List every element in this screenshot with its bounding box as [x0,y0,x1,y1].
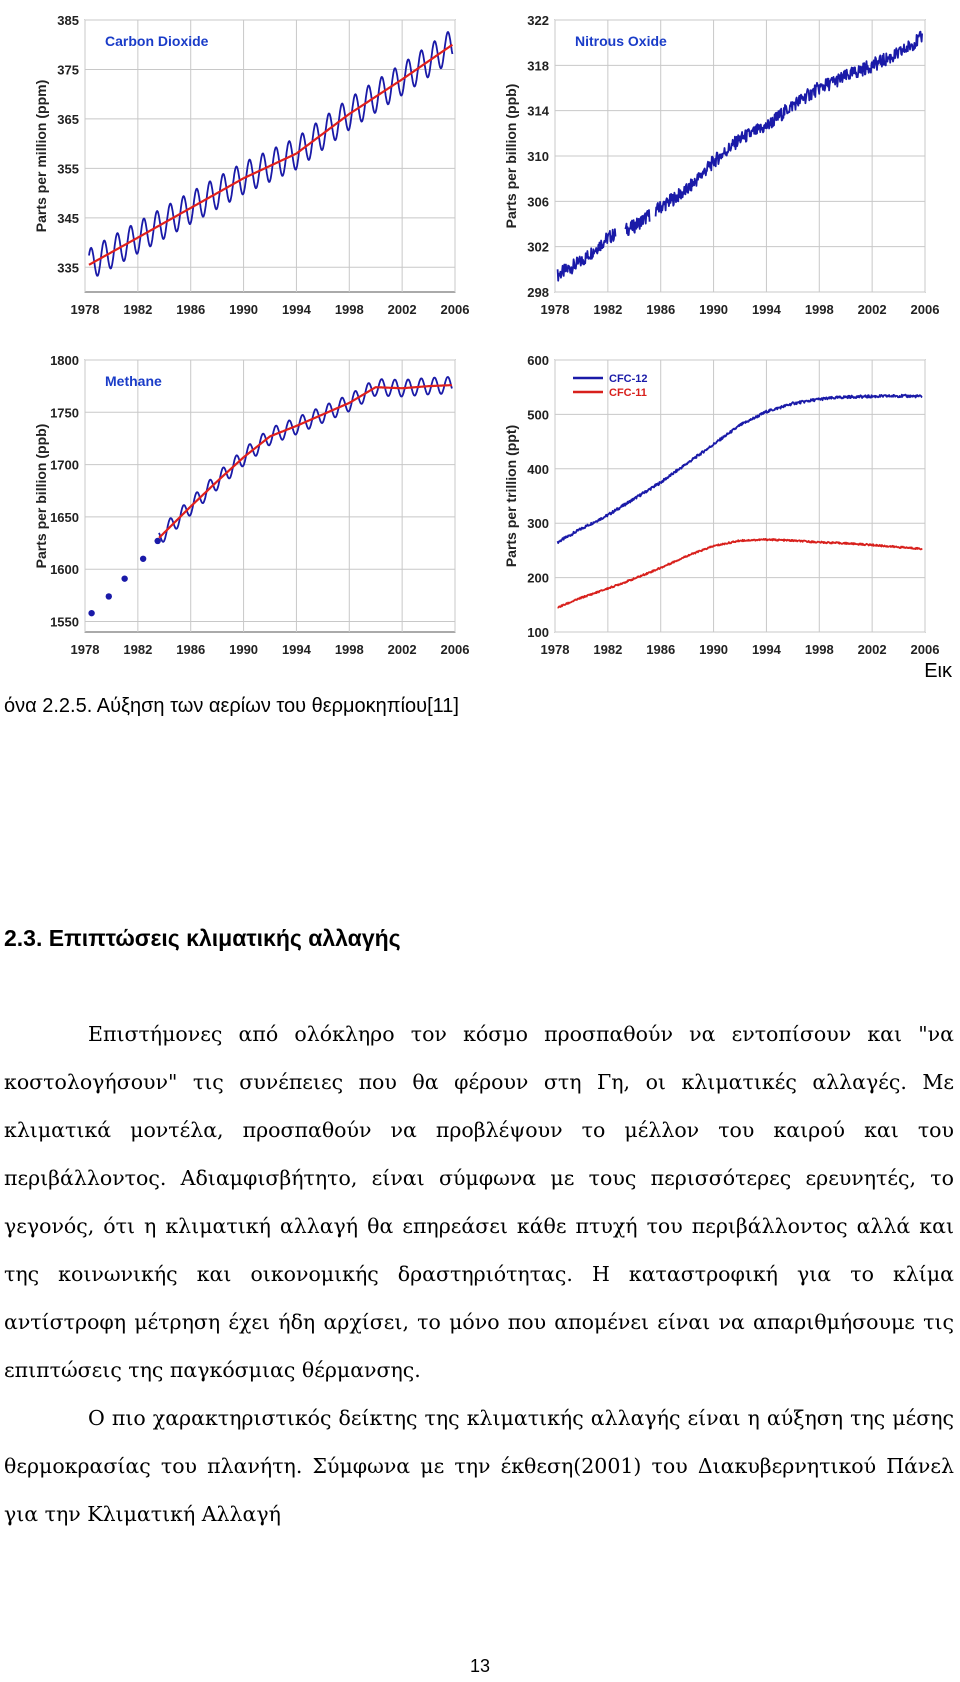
x-tick-label: 1994 [751,642,781,657]
x-tick-label: 1978 [70,642,100,657]
data-point [140,556,146,562]
y-tick-label: 1550 [50,614,79,630]
chart-svg [470,340,940,685]
plot-area [85,20,455,292]
data-point [88,610,94,616]
x-tick-label: 1994 [751,302,781,317]
x-tick-label: 2002 [387,302,417,317]
y-tick-label: 298 [527,285,549,300]
data-point [154,538,160,544]
y-tick-label: 1650 [50,509,79,525]
y-tick-label: 200 [527,570,549,586]
paragraph-2: Ο πιο χαρακτηριστικός δείκτης της κλιματικής αλλαγής είναι η αύξηση της μέσης θερμοκρασίας του πλανήτη. Σύμφωνα με την έκθεση(2001) του Διακυβερνητικού Πάνελ για την Κλιματική Αλλαγή [4,1406,954,1526]
co2-chart [0,0,470,345]
y-tick-label: 302 [527,239,549,255]
x-tick-label: 1986 [646,302,676,317]
plot-area [555,360,925,632]
y-tick-label: 100 [527,625,549,640]
legend-label: CFC-12 [609,373,648,385]
y-tick-label: 600 [527,353,549,368]
y-tick-label: 335 [57,260,79,276]
y-tick-label: 318 [527,58,549,74]
figure-caption: όνα 2.2.5. Αύξηση των αερίων του θερμοκηπίου[11] [4,695,459,717]
y-axis-label: Parts per billion (ppb) [503,83,519,229]
y-tick-label: 400 [527,461,549,477]
x-tick-label: 1998 [334,642,364,657]
chart-title: Carbon Dioxide [105,33,209,49]
x-tick-label: 2002 [387,642,417,657]
n2o-chart [470,0,940,345]
chart-svg [0,0,470,345]
chart-title: Nitrous Oxide [575,33,667,49]
chart-svg [470,0,940,345]
y-tick-label: 310 [527,149,549,164]
chart-svg [0,340,470,685]
y-tick-label: 1800 [50,353,79,368]
x-tick-label: 1990 [229,302,259,317]
y-axis-label: Parts per million (ppm) [33,79,49,233]
x-tick-label: 1978 [540,302,570,317]
x-tick-label: 1994 [281,302,311,317]
data-point [106,593,112,599]
x-tick-label: 1990 [699,642,729,657]
body-text [4,1010,954,1538]
section-heading: 2.3. Επιπτώσεις κλιματικής αλλαγής [4,925,401,951]
x-tick-label: 2006 [440,302,470,317]
methane-chart [0,340,470,685]
x-tick-label: 2002 [857,642,887,657]
y-tick-label: 355 [57,161,79,177]
x-tick-label: 2006 [910,302,940,317]
x-tick-label: 1978 [70,302,100,317]
y-axis-label: Parts per trillion (ppt) [503,424,519,568]
x-tick-label: 1998 [804,642,834,657]
y-tick-label: 500 [527,407,549,423]
y-tick-label: 306 [527,194,549,210]
x-tick-label: 1990 [229,642,259,657]
figure-caption-start: Εικ [924,660,952,682]
x-tick-label: 1994 [281,642,311,657]
chart-title: Methane [105,373,162,389]
y-tick-label: 1750 [50,405,79,421]
x-tick-label: 2002 [857,302,887,317]
page-number: 13 [469,1656,491,1676]
y-tick-label: 300 [527,516,549,532]
y-axis-label: Parts per billion (ppb) [33,423,49,569]
y-tick-label: 1700 [50,457,79,473]
x-tick-label: 1982 [593,642,623,657]
x-tick-label: 1986 [176,302,206,317]
x-tick-label: 1982 [593,302,623,317]
x-tick-label: 1982 [123,302,153,317]
y-tick-label: 365 [57,111,79,127]
x-tick-label: 1990 [699,302,729,317]
y-tick-label: 345 [57,210,79,226]
x-tick-label: 2006 [910,642,940,657]
y-tick-label: 385 [57,13,79,28]
y-tick-label: 322 [527,13,549,28]
x-tick-label: 1978 [540,642,570,657]
x-tick-label: 1998 [334,302,364,317]
cfc-chart [470,340,940,685]
y-tick-label: 314 [527,103,549,119]
y-tick-label: 1600 [50,562,79,578]
x-tick-label: 1986 [646,642,676,657]
y-tick-label: 375 [57,62,79,78]
paragraph-1: Επιστήμονες από ολόκληρο τον κόσμο προσπαθούν να εντοπίσουν και "να κοστολογήσουν" τις συνέπειες που θα φέρουν στη Γη, οι κλιματικές αλλαγές. Με κλιματικά μοντέλα, προσπαθούν να προβλέψουν το μέλλον του καιρού και του περιβάλλοντος. Αδιαμφισβήτητο, είναι σύμφωνα με τους περισσότερες ερευνητές, το γεγονός, ότι η κλιματική αλλαγή θα επηρεάσει κάθε πτυχή του περιβάλλοντος αλλά και της κοινωνικής και οικονομικής δραστηριότητας. Η καταστροφική για το κλίμα αντίστροφη μέτρηση έχει ήδη αρχίσει, το μόνο που απομένει είναι να απαριθμήσουμε τις επιπτώσεις της παγκόσμιας θέρμανσης. [4,1022,954,1382]
x-tick-label: 2006 [440,642,470,657]
x-tick-label: 1982 [123,642,153,657]
legend-label: CFC-11 [609,387,647,399]
x-tick-label: 1986 [176,642,206,657]
plot-area [85,360,455,632]
data-point [121,575,127,581]
x-tick-label: 1998 [804,302,834,317]
